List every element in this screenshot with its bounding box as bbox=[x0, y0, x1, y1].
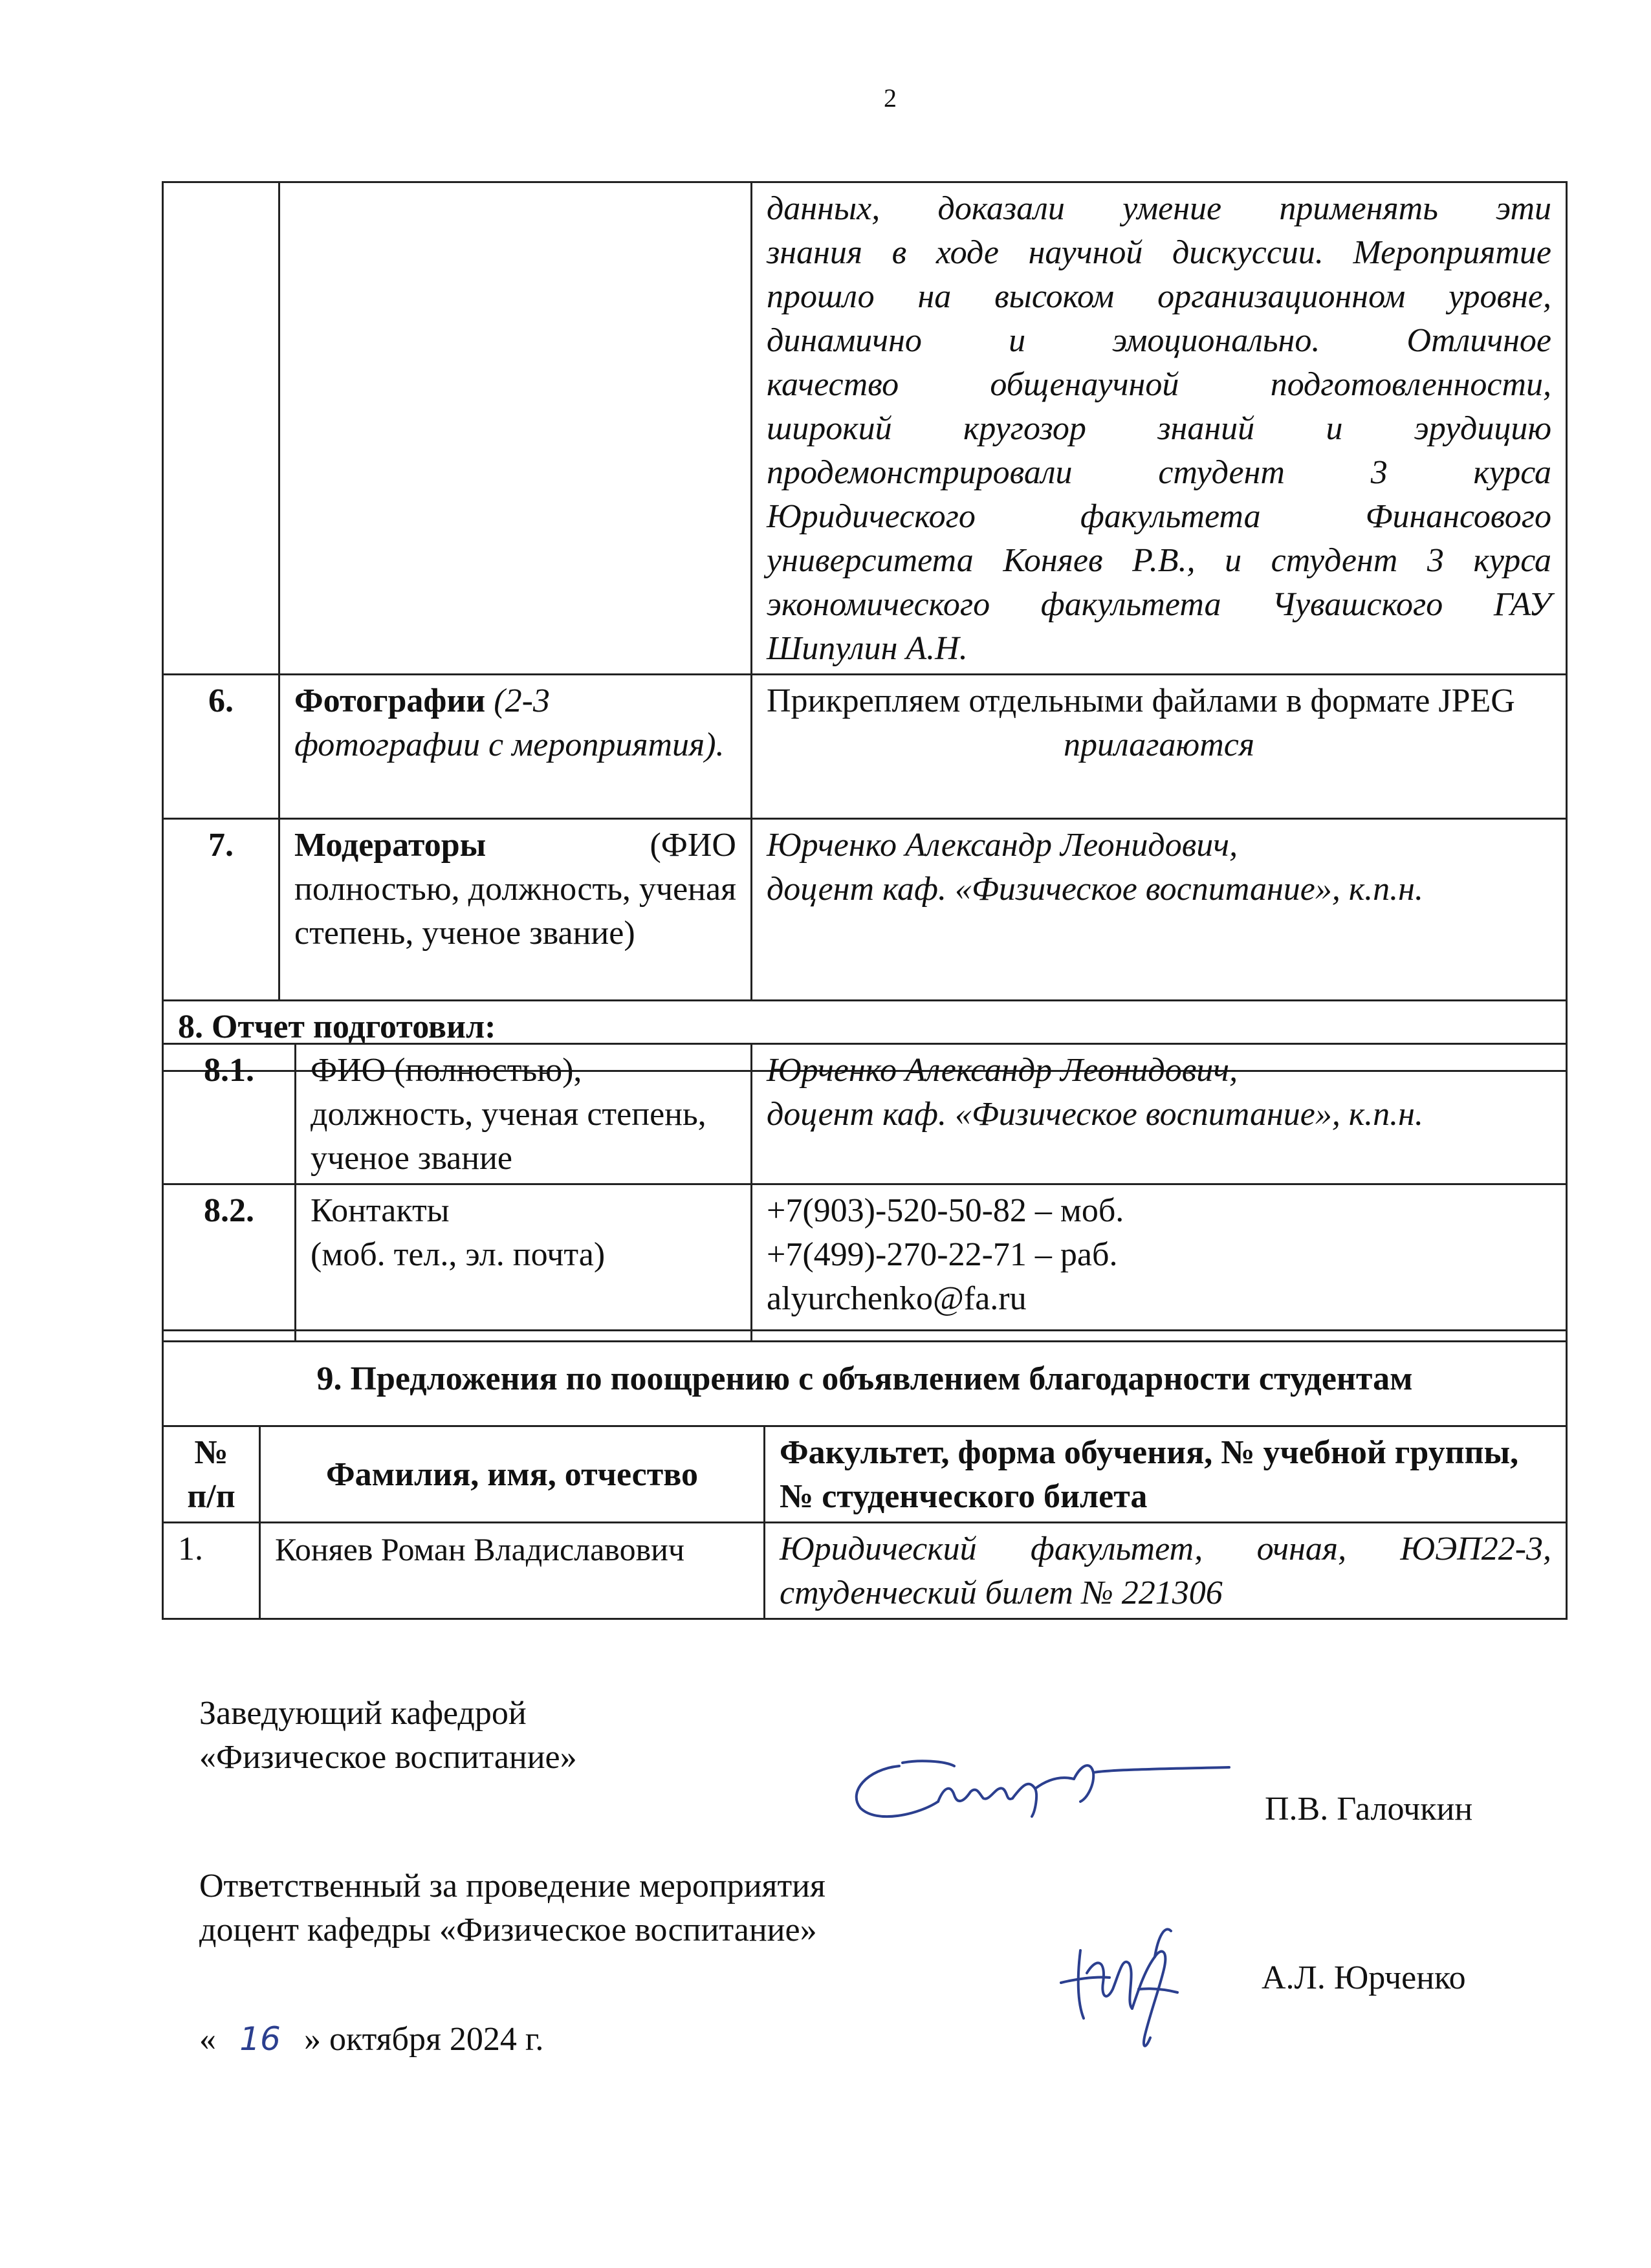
row6-num: 6. bbox=[163, 675, 279, 819]
row5-text-cell bbox=[752, 182, 1567, 675]
row82-contacts-cell bbox=[752, 1184, 1567, 1342]
students-title-row bbox=[163, 1331, 1567, 1426]
table-row-6 bbox=[163, 675, 1567, 819]
row6-value-cell bbox=[752, 675, 1567, 819]
students-title: 9. Предложения по поощрению с объявлением благодарности студентам bbox=[163, 1331, 1567, 1426]
table-row-8-1 bbox=[163, 1044, 1567, 1184]
row81-label: ФИО (полностью), должность, ученая степень, ученое звание bbox=[296, 1044, 752, 1184]
row7-label-rest: (ФИО полностью, должность, ученая степень, ученое звание) bbox=[294, 827, 736, 952]
phone-mobile: +7(903)-520-50-82 – моб. bbox=[767, 1192, 1124, 1229]
header-name: Фамилия, имя, отчество bbox=[260, 1426, 765, 1523]
row82-label-line: Контакты bbox=[311, 1192, 450, 1229]
responsible-signature-image bbox=[1048, 1912, 1203, 2080]
row8-header: 8. Отчет подготовил: bbox=[163, 1001, 1567, 1071]
students-header-row bbox=[163, 1426, 1567, 1523]
row7-value-cell bbox=[752, 819, 1567, 1001]
table-row-7 bbox=[163, 819, 1567, 1001]
students-table bbox=[162, 1329, 1568, 1620]
head-signature-image bbox=[841, 1740, 1255, 1844]
head-title-line: «Физическое воспитание» bbox=[199, 1739, 577, 1776]
date-rest: » октября 2024 г. bbox=[304, 2021, 544, 2058]
responsible-title-line: доцент кафедры «Физическое воспитание» bbox=[199, 1912, 817, 1948]
header-faculty: Факультет, форма обучения, № учебной группы, № студенческого билета bbox=[765, 1426, 1567, 1523]
student-faculty-cell bbox=[765, 1523, 1567, 1619]
header-num: № п/п bbox=[163, 1426, 260, 1523]
row7-label-bold: Модераторы bbox=[294, 827, 487, 864]
row81-value-cell bbox=[752, 1044, 1567, 1184]
table-row-8-2 bbox=[163, 1184, 1567, 1342]
student-faculty-line: Юридический факультет, очная, ЮЭП22-3, bbox=[780, 1531, 1552, 1567]
responsible-name: А.Л. Юрченко bbox=[1262, 1959, 1466, 1996]
row7-num: 7. bbox=[163, 819, 279, 1001]
row5-line: Шипулин А.Н. bbox=[767, 630, 968, 667]
row5-line: динамично и эмоционально. Отличное bbox=[767, 322, 1551, 359]
row6-label-cell bbox=[279, 675, 752, 819]
row6-label-bold: Фотографии bbox=[294, 682, 486, 719]
row5-num-cell bbox=[163, 182, 279, 675]
row5-line: данных, доказали умение применять эти bbox=[767, 190, 1551, 227]
row5-line: прошло на высоком организационном уровне, bbox=[767, 278, 1551, 315]
row5-line: университета Коняев Р.В., и студент 3 курса bbox=[767, 542, 1551, 579]
phone-work: +7(499)-270-22-71 – раб. bbox=[767, 1236, 1118, 1273]
responsible-title-line: Ответственный за проведение мероприятия bbox=[199, 1868, 826, 1904]
row81-num: 8.1. bbox=[163, 1044, 296, 1184]
student-name: Коняев Роман Владиславович bbox=[260, 1523, 765, 1619]
head-name: П.В. Галочкин bbox=[1265, 1791, 1473, 1827]
responsible-title bbox=[199, 1864, 826, 1952]
table-row bbox=[163, 1523, 1567, 1619]
row5-line: знания в ходе научной дискуссии. Мероприятие bbox=[767, 234, 1551, 271]
row5-line: Юридического факультета Финансового bbox=[767, 498, 1551, 535]
row7-value-line: доцент каф. «Физическое воспитание», к.п.н. bbox=[767, 871, 1423, 908]
student-faculty-line: студенческий билет № 221306 bbox=[780, 1575, 1223, 1611]
head-title-line: Заведующий кафедрой bbox=[199, 1695, 527, 1732]
page-number: 2 bbox=[884, 83, 897, 113]
table-row-5 bbox=[163, 182, 1567, 675]
row81-value-line: доцент каф. «Физическое воспитание», к.п.н. bbox=[767, 1096, 1423, 1133]
row7-label-cell bbox=[279, 819, 752, 1001]
row81-value-line: Юрченко Александр Леонидович, bbox=[767, 1052, 1238, 1089]
date-open-quote: « bbox=[199, 2021, 216, 2058]
row5-line: широкий кругозор знаний и эрудицию bbox=[767, 410, 1551, 447]
student-num: 1. bbox=[163, 1523, 260, 1619]
head-of-department-title bbox=[199, 1692, 577, 1780]
row6-note: прилагаются bbox=[1063, 726, 1255, 763]
row5-line: экономического факультета Чувашского ГАУ bbox=[767, 586, 1551, 623]
row5-line: качество общенаучной подготовленности, bbox=[767, 366, 1551, 403]
date-day: 16 bbox=[239, 2020, 281, 2058]
row82-label-line: (моб. тел., эл. почта) bbox=[311, 1236, 606, 1273]
date-line bbox=[199, 2017, 543, 2062]
row82-label-cell bbox=[296, 1184, 752, 1342]
row6-value: Прикрепляем отдельными файлами в формате JPEG bbox=[767, 682, 1515, 719]
row82-num: 8.2. bbox=[163, 1184, 296, 1342]
email-address: alyurchenko@fa.ru bbox=[767, 1280, 1027, 1317]
row5-line: продемонстрировали студент 3 курса bbox=[767, 454, 1551, 491]
report-table bbox=[162, 1043, 1568, 1342]
row6-label-italic: (2-3 фотографии с мероприятия). bbox=[294, 682, 725, 763]
row7-value-line: Юрченко Александр Леонидович, bbox=[767, 827, 1238, 864]
row5-label-cell bbox=[279, 182, 752, 675]
main-table bbox=[162, 181, 1568, 1072]
